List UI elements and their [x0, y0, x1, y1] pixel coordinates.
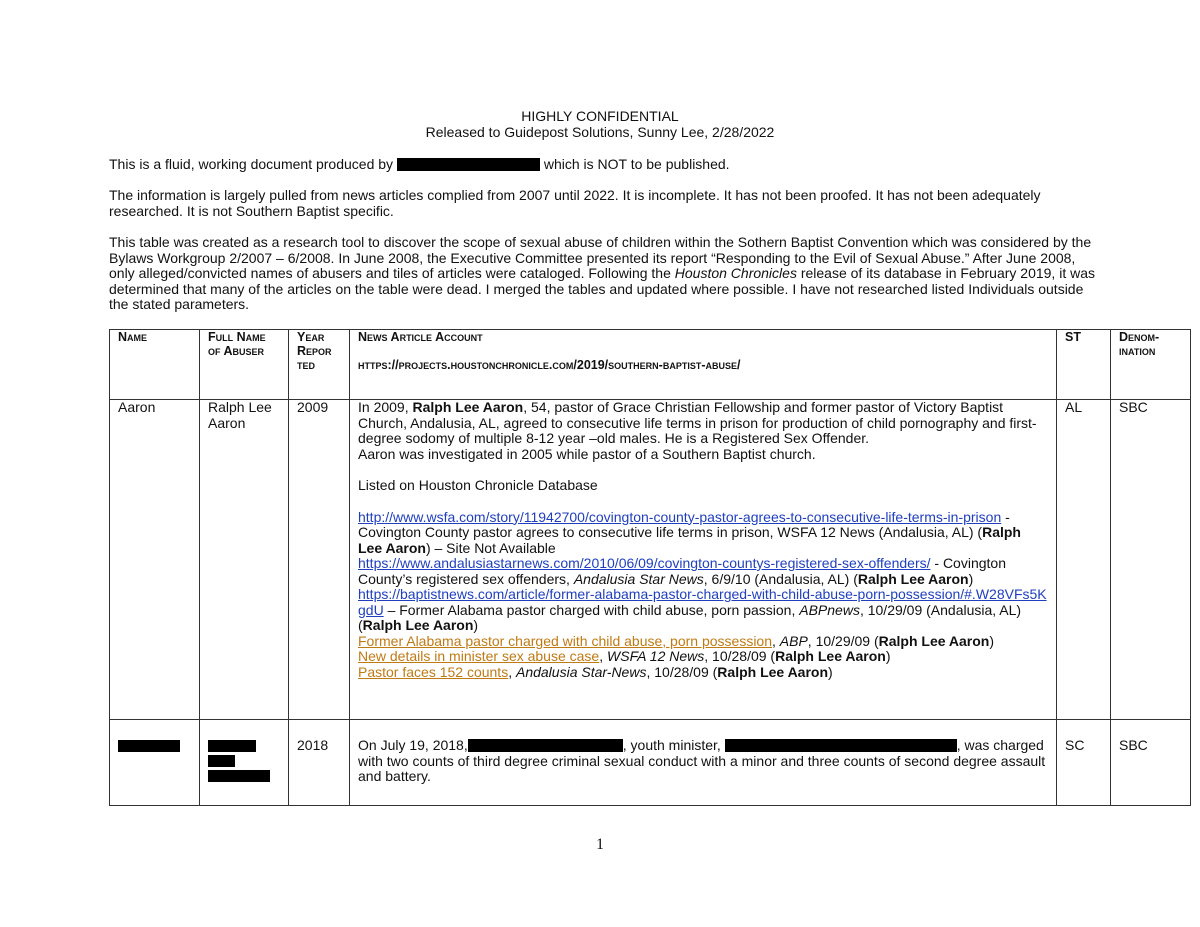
database-listing-note: Listed on Houston Chronicle Database — [358, 477, 598, 493]
col-header-name: Name — [110, 330, 200, 400]
cell-denomination: SBC — [1111, 400, 1191, 720]
redaction-bar — [725, 739, 957, 752]
cell-year: 2018 — [289, 720, 350, 806]
article-link-abp[interactable]: Former Alabama pastor charged with child abuse, porn possession — [358, 632, 772, 649]
redaction-bar — [468, 739, 623, 752]
abuser-table — [109, 329, 1191, 806]
cell-full-name: Ralph Lee Aaron — [200, 400, 289, 720]
cell-full-name — [200, 720, 289, 806]
cell-news-account: On July 19, 2018, , youth minister, , was charged with two counts of third degree criminal sexual conduct with a minor and three counts of second degree assault and battery. — [350, 720, 1057, 806]
article-link-baptistnews[interactable]: https://baptistnews.com/article/former-alabama-pastor-charged-with-child-abuse-porn-possession/#.W28VFs5KgdU — [358, 586, 1047, 618]
article-link-andalusia[interactable]: https://www.andalusiastarnews.com/2010/06/09/covington-countys-registered-sex-offenders/ — [358, 555, 931, 571]
table-row — [110, 720, 1191, 806]
table-row — [110, 400, 1191, 720]
cell-denomination: SBC — [1111, 720, 1191, 806]
summary-paragraph: In 2009, Ralph Lee Aaron, 54, pastor of Grace Christian Fellowship and former pastor of Victory Baptist Church, Andalusia, AL, agreed to consecutive life terms in prison for production of child pornography and first-degree sodomy of multiple 8-12 year –old males. He is a Registered Sex Offender. Aaron was investigated in 2005 while pastor of a Southern Baptist church. — [358, 399, 1037, 462]
col-header-news: News Article Account https://projects.houstonchronicle.com/2019/southern-baptist-abuse/ — [350, 330, 1057, 400]
table-header-row — [110, 330, 1191, 400]
document-header — [0, 108, 1200, 140]
col-header-denom: Denom- ination — [1111, 330, 1191, 400]
cell-news-account — [350, 400, 1057, 720]
cell-name — [110, 720, 200, 806]
col-header-year: Year Repor ted — [289, 330, 350, 400]
cell-name: Aaron — [110, 400, 200, 720]
intro-paragraph-1: This is a fluid, working document produced by which is NOT to be published. — [109, 156, 730, 172]
confidential-title: HIGHLY CONFIDENTIAL — [521, 108, 679, 124]
article-link-wsfa[interactable]: http://www.wsfa.com/story/11942700/covington-county-pastor-agrees-to-consecutive-life-terms-in-prison — [358, 508, 1002, 525]
article-link-star-news[interactable]: Pastor faces 152 counts — [358, 663, 509, 680]
redaction-bar — [118, 740, 180, 752]
cell-state: AL — [1057, 400, 1111, 720]
article-links: http://www.wsfa.com/story/11942700/covington-county-pastor-agrees-to-consecutive-life-terms-in-prison - Covington County pastor agrees to consecutive life terms in prison, WSFA 12 News (Andalusia, AL) (Ralph Lee Aaron) – Site Not Available https://www.andalusiastarnews.com/2010/06/09/covington-countys-registered-sex-offenders/ - Covington County’s registered sex offenders, Andalusia Star News, 6/9/10 (Andalusia, AL) (Ralph Lee Aaron) https://baptistnews.com/article/former-alabama-pastor-charged-with-child-abuse-porn-possession/#.W28VFs5KgdU – Former Alabama pastor charged with child abuse, porn passion, ABPnews, 10/29/09 (Andalusia, AL) (Ralph Lee Aaron) Former Alabama pastor charged with child abuse, porn possession, ABP, 10/29/09 (Ralph Lee Aaron) New details in minister sex abuse case, WSFA 12 News, 10/28/09 (Ralph Lee Aaron) Pastor faces 152 counts, Andalusia Star-News, 10/28/09 (Ralph Lee Aaron) — [358, 508, 1047, 680]
cell-state: SC — [1057, 720, 1111, 806]
col-header-full-name: Full Name of Abuser — [200, 330, 289, 400]
article-link-wsfa-details[interactable]: New details in minister sex abuse case — [358, 648, 600, 664]
intro-paragraph-3: This table was created as a research tool to discover the scope of sexual abuse of children within the Sothern Baptist Convention which was considered by the Bylaws Workgroup 2/2007 – 6/2008. In June 2008, the Executive Committee presented its report “Responding to the Evil of Sexual Abuse.” After June 2008, only alleged/convicted names of abusers and tiles of articles were cataloged. Following the Houston Chronicles release of its database in February 2019, it was determined that many of the articles on the table were dead. I merged the tables and updated where possible. I have not researched listed Individuals outside the stated parameters. — [109, 234, 1095, 312]
redaction-bar — [208, 755, 235, 767]
redaction-bar — [208, 740, 256, 752]
release-line: Released to Guidepost Solutions, Sunny Lee, 2/28/2022 — [425, 124, 775, 140]
houston-chronicle-url[interactable]: https://projects.houstonchronicle.com/2019/southern-baptist-abuse/ — [358, 358, 741, 372]
redaction-bar — [397, 158, 540, 171]
intro-paragraph-2: The information is largely pulled from news articles complied from 2007 until 2022. It is incomplete. It has not been proofed. It has not been adequately researched. It is not Southern Baptist specific. — [109, 187, 1041, 219]
cell-year: 2009 — [289, 400, 350, 720]
col-header-st: ST — [1057, 330, 1111, 400]
page-number: 1 — [596, 836, 604, 853]
redaction-bar — [208, 770, 270, 782]
